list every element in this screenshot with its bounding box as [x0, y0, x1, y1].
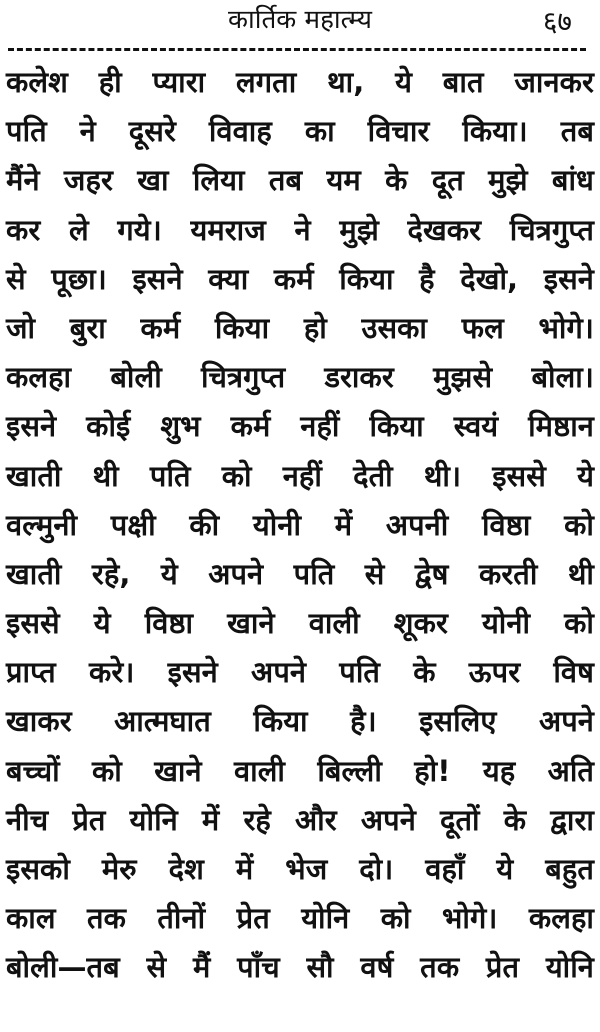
page-number: ६७ [542, 5, 572, 38]
text-line: बोली—तब से मैं पाँच सौ वर्ष तक प्रेत योनि [6, 950, 594, 985]
text-line: काल तक तीनों प्रेत योनि को भोगे। कलहा [6, 901, 594, 936]
text-line: जो बुरा कर्म किया हो उसका फल भोगे। [6, 310, 594, 345]
running-title: कार्तिक महात्म्य [228, 5, 372, 35]
text-line: खाकर आत्मघात किया है। इसलिए अपने [6, 704, 594, 739]
text-line: इससे ये विष्ठा खाने वाली शूकर योनी को [6, 606, 594, 641]
text-line: इसको मेरु देश में भेज दो। वहाँ ये बहुत [6, 852, 594, 886]
text-line: कर ले गये। यमराज ने मुझे देखकर चित्रगुप्त [6, 212, 594, 247]
text-line: इसने कोई शुभ कर्म नहीं किया स्वयं मिष्ठान [6, 409, 594, 444]
text-line: नीच प्रेत योनि में रहे और अपने दूतों के द्वारा [6, 802, 594, 837]
text-line: से पूछा। इसने क्या कर्म किया है देखो, इसने [6, 261, 594, 296]
text-line: मैंने जहर खा लिया तब यम के दूत मुझे बांध [6, 163, 594, 198]
text-line: प्राप्त करे। इसने अपने पति के ऊपर विष [6, 655, 594, 690]
text-line: बच्चों को खाने वाली बिल्ली हो! यह अति [6, 753, 594, 788]
text-line: खाती थी पति को नहीं देती थी। इससे ये [6, 458, 594, 493]
text-line: कलेश ही प्यारा लगता था, ये बात जानकर [6, 65, 594, 99]
header-divider [8, 48, 586, 51]
text-line: पति ने दूसरे विवाह का विचार किया। तब [6, 114, 594, 149]
text-line: वल्मुनी पक्षी की योनी में अपनी विष्ठा को [6, 507, 594, 542]
body-text [6, 58, 594, 993]
page-header [8, 0, 592, 44]
text-line: कलहा बोली चित्रगुप्त डराकर मुझसे बोला। [6, 360, 594, 395]
text-line: खाती रहे, ये अपने पति से द्वेष करती थी [6, 556, 594, 591]
